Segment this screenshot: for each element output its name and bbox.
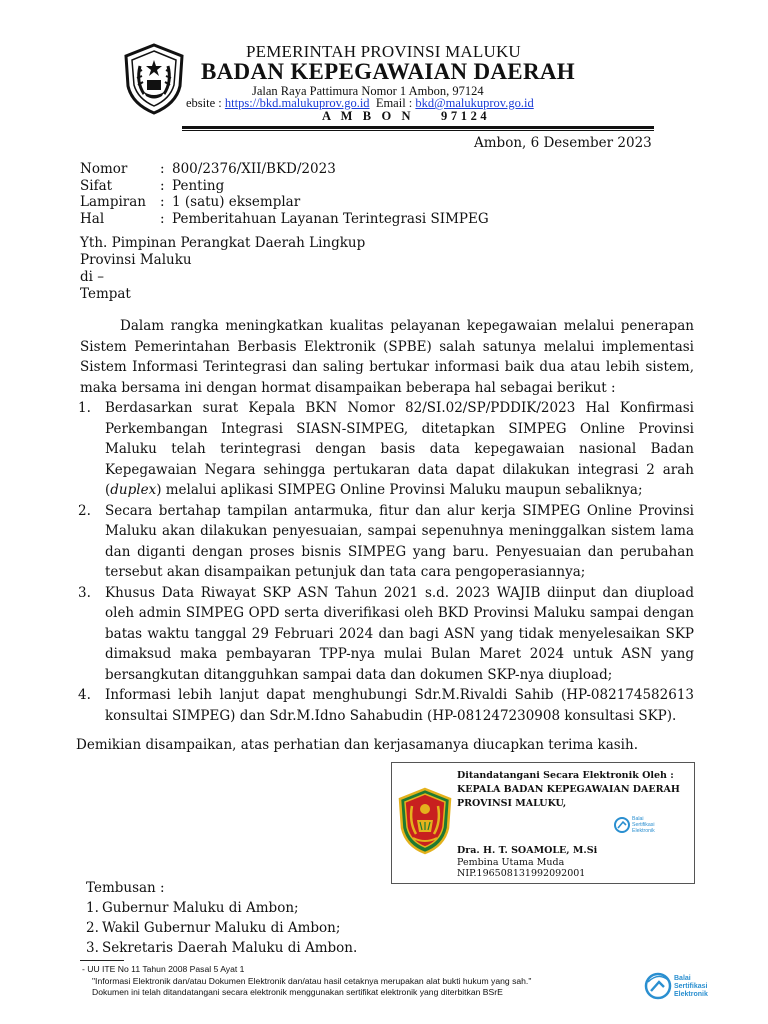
- meta-row-nomor: [80, 161, 489, 178]
- email-link[interactable]: bkd@malukuprov.go.id: [415, 96, 534, 110]
- meta-row-sifat: [80, 178, 489, 195]
- meta-colon: :: [160, 194, 165, 210]
- maluku-emblem-icon: [397, 786, 453, 856]
- tembusan-text: Sekretaris Daerah Maluku di Ambon.: [102, 940, 358, 956]
- footer-rule: [80, 960, 124, 961]
- bsre-footer-text: Elektronik: [674, 991, 708, 998]
- recipient-line: di –: [80, 269, 105, 285]
- list-item: [78, 685, 694, 726]
- bsre-footer-text: Sertifikasi: [674, 983, 708, 990]
- meta-colon: :: [160, 161, 165, 177]
- point-text: Informasi lebih lanjut dapat menghubungi Sdr.M.Rivaldi Sahib (HP-082174582613 konsultai SIMPEG) dan Sdr.M.Idno Sahabudin (HP-081247230908 konsultasi SKP).: [105, 687, 694, 724]
- closing-sentence: Demikian disampaikan, atas perhatian dan kerjasamanya diucapkan terima kasih.: [76, 737, 638, 753]
- list-item: [86, 898, 357, 918]
- recipient-line: Yth. Pimpinan Perangkat Daerah Lingkup: [80, 235, 366, 251]
- bsre-text: Sertifikasi: [632, 822, 655, 828]
- bsre-text: Balai: [632, 816, 644, 822]
- footer-note: Dokumen ini telah ditandatangani secara elektronik menggunakan sertifikat elektronik yang diterbitkan BSrE: [92, 987, 503, 997]
- meta-key: Hal: [80, 210, 105, 227]
- tembusan-list: [86, 898, 357, 958]
- list-item: [78, 398, 694, 501]
- point-text: Berdasarkan surat Kepala BKN Nomor 82/SI.02/SP/PDDIK/2023 Hal Konfirmasi Perkembangan Integrasi SIASN-SIMPEG, ditetapkan SIMPEG Online Provinsi Maluku telah terintegrasi dengan basis data kepegawaian nasional Badan Kepegawaian Negara sehingga pertukaran data dapat dilakukan integrasi 2 arah (: [105, 400, 694, 498]
- tembusan-number: 1.: [86, 900, 99, 916]
- point-text: Khusus Data Riwayat SKP ASN Tahun 2021 s.d. 2023 WAJIB diinput dan diupload oleh admin SIMPEG OPD serta diverifikasi oleh BKD Provinsi Maluku sampai dengan batas waktu tanggal 29 Februari 2024 dan bagi ASN yang tidak menyelesaikan SKP dimaksud maka pembayaran TPP-nya mulai Bulan Maret 2024 untuk ASN yang bersangkutan ditangguhkan sampai data dan dokumen SKP-nya diupload;: [105, 584, 694, 683]
- letter-body: [80, 316, 694, 726]
- letter-date: Ambon, 6 Desember 2023: [474, 135, 652, 151]
- tembusan-number: 3.: [86, 940, 99, 956]
- letterhead-address: Jalan Raya Pattimura Nomor 1 Ambon, 97124: [252, 84, 484, 98]
- signer-block: [457, 845, 597, 880]
- list-item: [86, 918, 357, 938]
- signer-name: Dra. H. T. SOAMOLE, M.Si: [457, 845, 598, 856]
- tembusan-text: Gubernur Maluku di Ambon;: [102, 900, 299, 916]
- recipient-line: Tempat: [80, 286, 131, 302]
- letterhead-rule: [182, 126, 654, 129]
- meta-key: Nomor: [80, 161, 128, 177]
- letterhead: [0, 0, 768, 135]
- tembusan-text: Wakil Gubernur Maluku di Ambon;: [102, 920, 341, 936]
- signature-office: KEPALA BADAN KEPEGAWAIAN DAERAH: [457, 784, 680, 795]
- tembusan-number: 2.: [86, 920, 99, 936]
- recipient-block: [80, 235, 365, 303]
- letterhead-government: PEMERINTAH PROVINSI MALUKU: [246, 42, 521, 61]
- point-number: 1.: [78, 400, 91, 416]
- meta-key: Sifat: [80, 177, 113, 194]
- letter-meta: [80, 161, 489, 227]
- meta-value: 800/2376/XII/BKD/2023: [172, 161, 336, 177]
- meta-value: 1 (satu) eksemplar: [172, 194, 301, 210]
- letterhead-city: A M B O N 97124: [322, 109, 491, 123]
- footer: [0, 958, 768, 1024]
- intro-paragraph: Dalam rangka meningkatkan kualitas pelayanan kepegawaian melalui penerapan Sistem Pemerintahan Berbasis Elektronik (SPBE) salah satunya melalui implementasi Sistem Informasi Terintegrasi dan saling bertukar informasi baik dua atau lebih sistem, maka bersama ini dengan hormat disampaikan beberapa hal sebagai berikut :: [80, 318, 694, 396]
- point-number: 4.: [78, 687, 91, 703]
- signer-rank: Pembina Utama Muda: [457, 856, 565, 868]
- signature-office-2: PROVINSI MALUKU,: [457, 798, 567, 809]
- meta-key: Lampiran: [80, 194, 146, 210]
- signer-nip: NIP.196508131992092001: [457, 868, 586, 879]
- signature-heading: Ditandatangani Secara Elektronik Oleh :: [457, 770, 674, 781]
- list-item: [78, 583, 694, 686]
- bkd-logo-icon: [120, 42, 188, 116]
- tembusan-block: [86, 878, 357, 958]
- meta-colon: :: [160, 210, 165, 227]
- footer-law: - UU ITE No 11 Tahun 2008 Pasal 5 Ayat 1: [82, 964, 245, 974]
- point-text-after: ) melalui aplikasi SIMPEG Online Provinsi Maluku maupun sebaliknya;: [156, 482, 643, 498]
- meta-row-lampiran: [80, 194, 489, 211]
- meta-row-hal: [80, 211, 489, 228]
- point-italic: duplex: [110, 482, 157, 498]
- tembusan-title: Tembusan :: [86, 880, 165, 896]
- letterhead-rule-thin: [182, 130, 654, 131]
- point-text: Secara bertahap tampilan antarmuka, fitur dan alur kerja SIMPEG Online Provinsi Maluku akan dilakukan penyesuaian, sampai sepenuhnya meninggalkan sistem lama dan diganti dengan proses bisnis SIMPEG yang baru. Penyesuaian dan perubahan tersebut akan disampaikan petunjuk dan tata cara pengoperasiannya;: [105, 502, 694, 580]
- signature-heading-block: [457, 769, 691, 811]
- bsre-text: Elektronik: [632, 828, 655, 834]
- meta-value: Penting: [172, 177, 225, 194]
- meta-value: Pemberitahuan Layanan Terintegrasi SIMPEG: [172, 210, 489, 227]
- list-item: [78, 501, 694, 583]
- letterhead-agency: BADAN KEPEGAWAIAN DAERAH: [201, 59, 575, 84]
- points-list: [78, 398, 694, 726]
- website-link[interactable]: https://bkd.malukuprov.go.id: [224, 96, 370, 110]
- meta-colon: :: [160, 177, 165, 194]
- email-label: Email :: [369, 96, 416, 110]
- bsre-footer-text: Balai: [674, 975, 691, 982]
- website-label: ebsite :: [186, 96, 225, 110]
- recipient-line: Provinsi Maluku: [80, 252, 192, 268]
- point-number: 2.: [78, 502, 91, 519]
- electronic-signature-box: [391, 762, 695, 884]
- footer-quote: "Informasi Elektronik dan/atau Dokumen Elektronik dan/atau hasil cetaknya merupakan alat bukti hukum yang sah.": [92, 975, 532, 986]
- list-item: [86, 938, 357, 958]
- bsre-logo-icon: [614, 813, 674, 837]
- bsre-footer-logo-icon: [644, 970, 716, 1002]
- footer-text: [82, 964, 531, 999]
- point-number: 3.: [78, 584, 91, 601]
